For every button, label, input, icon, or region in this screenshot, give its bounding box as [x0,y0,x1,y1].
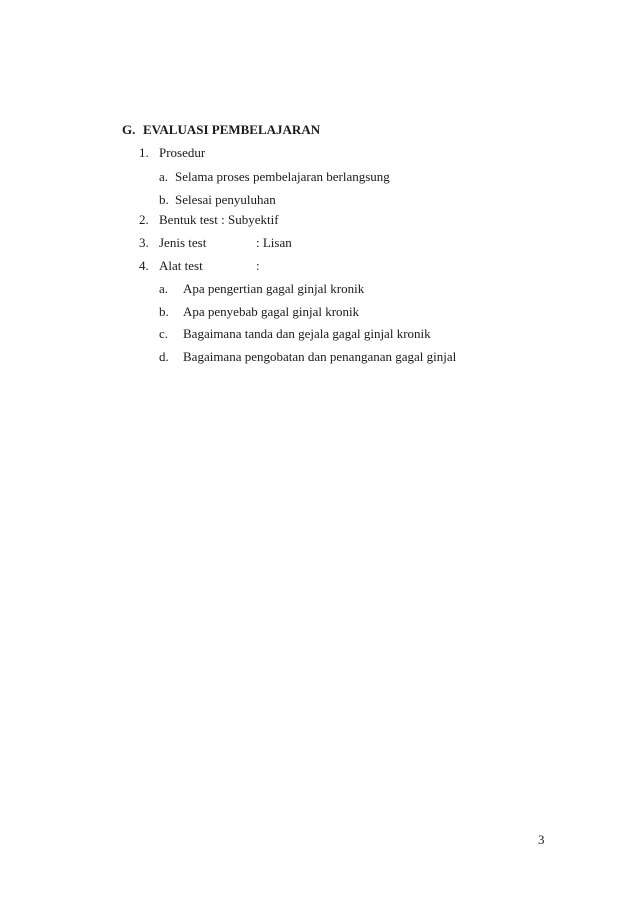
sub-item-letter: a. [159,169,169,184]
item-value: : [256,258,260,273]
item-number: 1. [139,145,149,160]
page-number: 3 [538,832,545,847]
sub-item-letter: a. [159,281,169,296]
item-label: Bentuk test : Subyektif [159,212,279,227]
item-label: Alat test [159,258,203,273]
sub-item-letter: c. [159,326,169,341]
sub-item-text: Apa penyebab gagal ginjal kronik [183,304,360,319]
item-number: 2. [139,212,149,227]
sub-item-text: Bagaimana tanda dan gejala gagal ginjal kronik [183,326,431,341]
item-number: 3. [139,235,149,250]
sub-item-letter: b. [159,192,169,207]
section-letter: G. [122,122,136,137]
item-label: Prosedur [159,145,206,160]
sub-item-letter: d. [159,349,169,364]
sub-item-letter: b. [159,304,169,319]
section-title: EVALUASI PEMBELAJARAN [143,122,321,137]
sub-item-text: Bagaimana pengobatan dan penanganan gagal ginjal [183,349,457,364]
item-number: 4. [139,258,149,273]
sub-item-text: Selesai penyuluhan [175,192,276,207]
sub-item-text: Apa pengertian gagal ginjal kronik [183,281,365,296]
item-label: Jenis test [159,235,207,250]
item-value: : Lisan [256,235,292,250]
sub-item-text: Selama proses pembelajaran berlangsung [175,169,390,184]
